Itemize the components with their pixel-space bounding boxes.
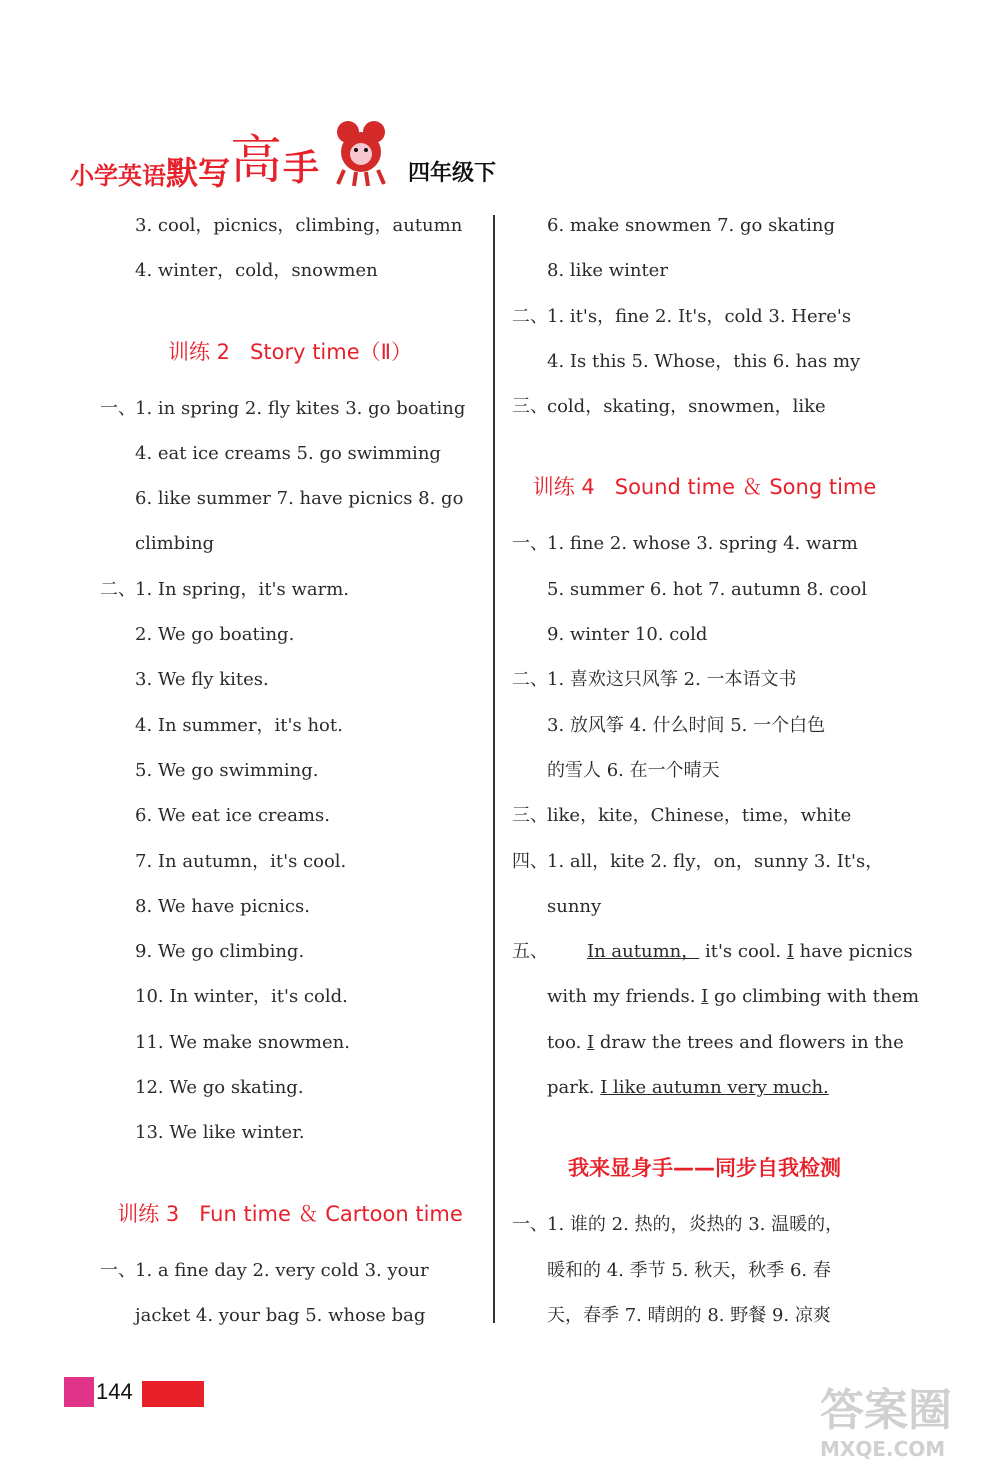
list-item: 一、 1. in spring 2. fly kites 3. go boating [100, 397, 466, 419]
list-item: with my friends. I go climbing with them [547, 986, 920, 1008]
section-title-3: 训练 3 Fun time ＆ Cartoon time [117, 1201, 463, 1226]
list-item: 暖和的 4. 季节 5. 秋天，秋季 6. 春 [547, 1259, 831, 1281]
list-item: 9. We go climbing. [135, 941, 305, 963]
mascot-icon [326, 118, 396, 188]
list-item: 一、 1. a fine day 2. very cold 3. your [100, 1259, 429, 1281]
footer-bar [142, 1381, 204, 1407]
list-item: too. I draw the trees and flowers in the [547, 1031, 904, 1053]
list-item: 二、 1. In spring，it's warm. [100, 578, 349, 600]
list-item: 8. We have picnics. [135, 895, 310, 917]
list-item: 4. eat ice creams 5. go swimming [135, 442, 441, 464]
list-item: 四、 1. all，kite 2. fly，on，sunny 3. It's， [512, 850, 884, 872]
list-item: climbing [135, 533, 215, 555]
section-title-5: 我来显身手——同步自我检测 [568, 1156, 841, 1181]
list-item: 的雪人 6. 在一个晴天 [547, 759, 720, 781]
right-column [512, 203, 920, 1338]
page-marker-icon [64, 1377, 94, 1407]
list-item: 一、 1. 谁的 2. 热的，炎热的 3. 温暖的， [512, 1214, 844, 1236]
page-number: 144 [96, 1379, 133, 1404]
list-item: 3. cool，picnics，climbing，autumn [135, 215, 463, 236]
brand-small-text: 小学英语 [70, 162, 166, 190]
list-item: 4. In summer，it's hot. [135, 714, 343, 736]
list-item: 10. In winter，it's cold. [135, 986, 348, 1008]
list-item: 3. 放风筝 4. 什么时间 5. 一个白色 [547, 714, 826, 736]
list-item: park. I like autumn very much. [547, 1077, 829, 1099]
list-item: sunny [547, 895, 602, 917]
list-item: 13. We like winter. [135, 1122, 305, 1144]
list-item: 6. make snowmen 7. go skating [547, 215, 836, 236]
grade-label: 四年级下 [408, 161, 497, 186]
page-footer [64, 1377, 214, 1409]
watermark: 答案圈 MXQE.COM [820, 1385, 952, 1461]
list-item: 7. In autumn，it's cool. [135, 850, 347, 872]
section-title-4: 训练 4 Sound time ＆ Song time [532, 475, 877, 500]
brand-big2-text: 手 [283, 148, 320, 189]
list-item: 6. like summer 7. have picnics 8. go [135, 488, 464, 510]
list-item: 二、 1. it's，fine 2. It's，cold 3. Here's [512, 305, 852, 327]
list-item: 三、 like，kite，Chinese，time，white [512, 805, 852, 827]
list-item: 2. We go boating. [135, 624, 295, 646]
list-item: 12. We go skating. [135, 1077, 304, 1099]
brand-mid-text: 默写 [166, 154, 231, 192]
brand-big-text: 高 [230, 131, 283, 191]
list-item: 4. Is this 5. Whose，this 6. has my [547, 350, 861, 372]
section-title-2: 训练 2 Story time（Ⅱ） [168, 339, 412, 364]
list-item: 6. We eat ice creams. [135, 805, 330, 827]
list-item: 三、 cold，skating，snowmen，like [512, 396, 826, 418]
list-item: 4. winter，cold，snowmen [135, 260, 378, 282]
list-item: 3. We fly kites. [135, 669, 269, 691]
book-header [70, 118, 530, 198]
list-item: jacket 4. your bag 5. whose bag [135, 1304, 426, 1326]
list-item: 五、 In autumn， it's cool. I have picnics [512, 941, 913, 963]
list-item: 二、 1. 喜欢这只风筝 2. 一本语文书 [512, 669, 797, 691]
list-item: 11. We make snowmen. [135, 1031, 350, 1053]
list-item: 天，春季 7. 晴朗的 8. 野餐 9. 凉爽 [547, 1304, 831, 1326]
list-item: 8. like winter [547, 260, 668, 282]
column-divider [493, 215, 495, 1323]
list-item: 9. winter 10. cold [547, 624, 708, 646]
left-column [100, 203, 480, 1338]
list-item: 5. We go swimming. [135, 759, 319, 781]
list-item: 5. summer 6. hot 7. autumn 8. cool [547, 578, 867, 600]
list-item: 一、 1. fine 2. whose 3. spring 4. warm [512, 533, 858, 555]
